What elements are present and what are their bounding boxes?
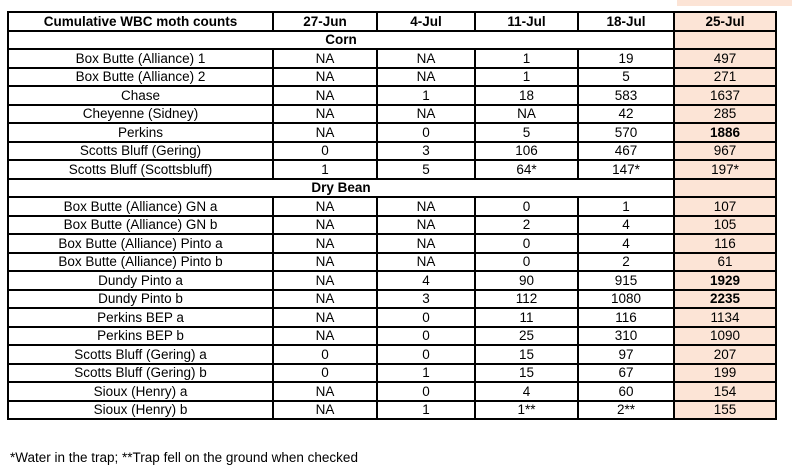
value-cell: NA [273,271,377,290]
wbc-moth-counts-table [7,11,777,420]
value-cell: NA [377,49,475,68]
cutoff-highlight-strip [677,0,792,6]
footnote-text: *Water in the trap; **Trap fell on the ground when checked [10,450,358,465]
value-cell: 18 [475,86,578,105]
value-cell: 97 [578,345,674,364]
value-cell: NA [273,327,377,346]
value-cell: 4 [377,271,475,290]
section-cell [8,31,674,50]
table-row [8,308,776,327]
value-cell-highlight: 497 [674,49,776,68]
table-row [8,234,776,253]
value-cell: NA [273,105,377,124]
column-header: 25-Jul [674,12,776,31]
value-cell: NA [377,68,475,87]
value-cell: 4 [578,234,674,253]
value-cell: 0 [377,123,475,142]
value-cell: 583 [578,86,674,105]
value-cell: NA [273,308,377,327]
value-cell: 467 [578,142,674,161]
value-cell: NA [377,197,475,216]
value-cell: 25 [475,327,578,346]
value-cell: 0 [475,234,578,253]
table-row [8,197,776,216]
value-cell: NA [273,49,377,68]
value-cell: 0 [475,197,578,216]
table-row [8,123,776,142]
table-row [8,142,776,161]
value-cell: NA [273,86,377,105]
value-cell-highlight: 285 [674,105,776,124]
value-cell-highlight: 105 [674,216,776,235]
value-cell: 106 [475,142,578,161]
value-cell: NA [273,68,377,87]
value-cell: 90 [475,271,578,290]
table-row [8,345,776,364]
table-row [8,382,776,401]
value-cell: 1 [475,49,578,68]
column-header: 27-Jun [273,12,377,31]
value-cell: NA [475,105,578,124]
row-label-cell: Box Butte (Alliance) Pinto b [8,253,273,272]
value-cell: 19 [578,49,674,68]
row-label-cell: Box Butte (Alliance) Pinto a [8,234,273,253]
table-body [8,31,776,420]
value-cell: NA [273,253,377,272]
value-cell: 15 [475,345,578,364]
value-cell: 310 [578,327,674,346]
value-cell-highlight: 967 [674,142,776,161]
value-cell: 116 [578,308,674,327]
row-label-cell: Box Butte (Alliance) GN b [8,216,273,235]
table-row [8,68,776,87]
value-cell-highlight: 1886 [674,123,776,142]
row-label-cell: Sioux (Henry) a [8,382,273,401]
column-header: 11-Jul [475,12,578,31]
column-header: 4-Jul [377,12,475,31]
value-cell: NA [273,216,377,235]
value-cell-highlight: 1134 [674,308,776,327]
value-cell: NA [273,382,377,401]
row-label-cell: Perkins BEP a [8,308,273,327]
value-cell-highlight: 2235 [674,290,776,309]
value-cell: 2** [578,401,674,420]
value-cell: 0 [377,308,475,327]
value-cell: 1 [377,86,475,105]
value-cell: NA [377,234,475,253]
value-cell: 0 [377,382,475,401]
table-row [8,290,776,309]
value-cell: 147* [578,160,674,179]
row-label-cell: Dundy Pinto b [8,290,273,309]
value-cell: 5 [578,68,674,87]
row-label-cell: Chase [8,86,273,105]
row-label-cell: Cheyenne (Sidney) [8,105,273,124]
table-row [8,49,776,68]
table-row [8,327,776,346]
value-cell: 1080 [578,290,674,309]
table-row [8,86,776,105]
value-cell: NA [273,234,377,253]
value-cell-highlight: 199 [674,364,776,383]
value-cell-highlight: 1090 [674,327,776,346]
value-cell: NA [273,197,377,216]
row-label-cell: Dundy Pinto a [8,271,273,290]
value-cell: NA [377,253,475,272]
value-cell: 42 [578,105,674,124]
row-label-cell: Box Butte (Alliance) 2 [8,68,273,87]
row-label-cell: Perkins [8,123,273,142]
value-cell: 0 [273,364,377,383]
value-cell: 1 [475,68,578,87]
value-cell: 5 [475,123,578,142]
value-cell: NA [377,105,475,124]
value-cell: 15 [475,364,578,383]
value-cell: 2 [578,253,674,272]
row-label-cell: Scotts Bluff (Gering) a [8,345,273,364]
value-cell: 915 [578,271,674,290]
row-label-cell: Scotts Bluff (Gering) b [8,364,273,383]
value-cell: 570 [578,123,674,142]
value-cell: 5 [377,160,475,179]
table-row [8,105,776,124]
value-cell: 2 [475,216,578,235]
table-row [8,271,776,290]
value-cell: 3 [377,290,475,309]
value-cell: 0 [377,345,475,364]
value-cell: 11 [475,308,578,327]
value-cell: NA [273,401,377,420]
row-label-cell: Sioux (Henry) b [8,401,273,420]
value-cell-highlight: 1637 [674,86,776,105]
value-cell: 1 [377,364,475,383]
value-cell-highlight: 61 [674,253,776,272]
section-highlight-cell [674,179,776,198]
row-label-cell: Scotts Bluff (Scottsbluff) [8,160,273,179]
table-row [8,364,776,383]
value-cell-highlight: 116 [674,234,776,253]
value-cell: 4 [475,382,578,401]
header-row [8,12,776,31]
value-cell: 64* [475,160,578,179]
value-cell: NA [273,123,377,142]
row-label-cell: Perkins BEP b [8,327,273,346]
table-row [8,253,776,272]
value-cell: 67 [578,364,674,383]
value-cell: 0 [377,327,475,346]
value-cell-highlight: 155 [674,401,776,420]
column-header: Cumulative WBC moth counts [8,12,273,31]
row-label-cell: Box Butte (Alliance) 1 [8,49,273,68]
value-cell-highlight: 154 [674,382,776,401]
value-cell-highlight: 271 [674,68,776,87]
section-highlight-cell [674,31,776,50]
value-cell-highlight: 197* [674,160,776,179]
row-label-cell: Box Butte (Alliance) GN a [8,197,273,216]
value-cell: 1** [475,401,578,420]
value-cell-highlight: 207 [674,345,776,364]
value-cell: 0 [273,345,377,364]
value-cell: 1 [377,401,475,420]
value-cell: 1 [578,197,674,216]
section-label: Corn [325,32,357,47]
value-cell: 3 [377,142,475,161]
section-row [8,179,776,198]
section-cell [8,179,674,198]
column-header: 18-Jul [578,12,674,31]
value-cell: 60 [578,382,674,401]
value-cell: NA [273,290,377,309]
table-row [8,160,776,179]
value-cell: 0 [273,142,377,161]
value-cell: NA [377,216,475,235]
section-row [8,31,776,50]
value-cell-highlight: 107 [674,197,776,216]
row-label-cell: Scotts Bluff (Gering) [8,142,273,161]
value-cell: 4 [578,216,674,235]
value-cell-highlight: 1929 [674,271,776,290]
value-cell: 0 [475,253,578,272]
value-cell: 112 [475,290,578,309]
value-cell: 1 [273,160,377,179]
table-row [8,216,776,235]
table-row [8,401,776,420]
section-label: Dry Bean [311,180,371,195]
